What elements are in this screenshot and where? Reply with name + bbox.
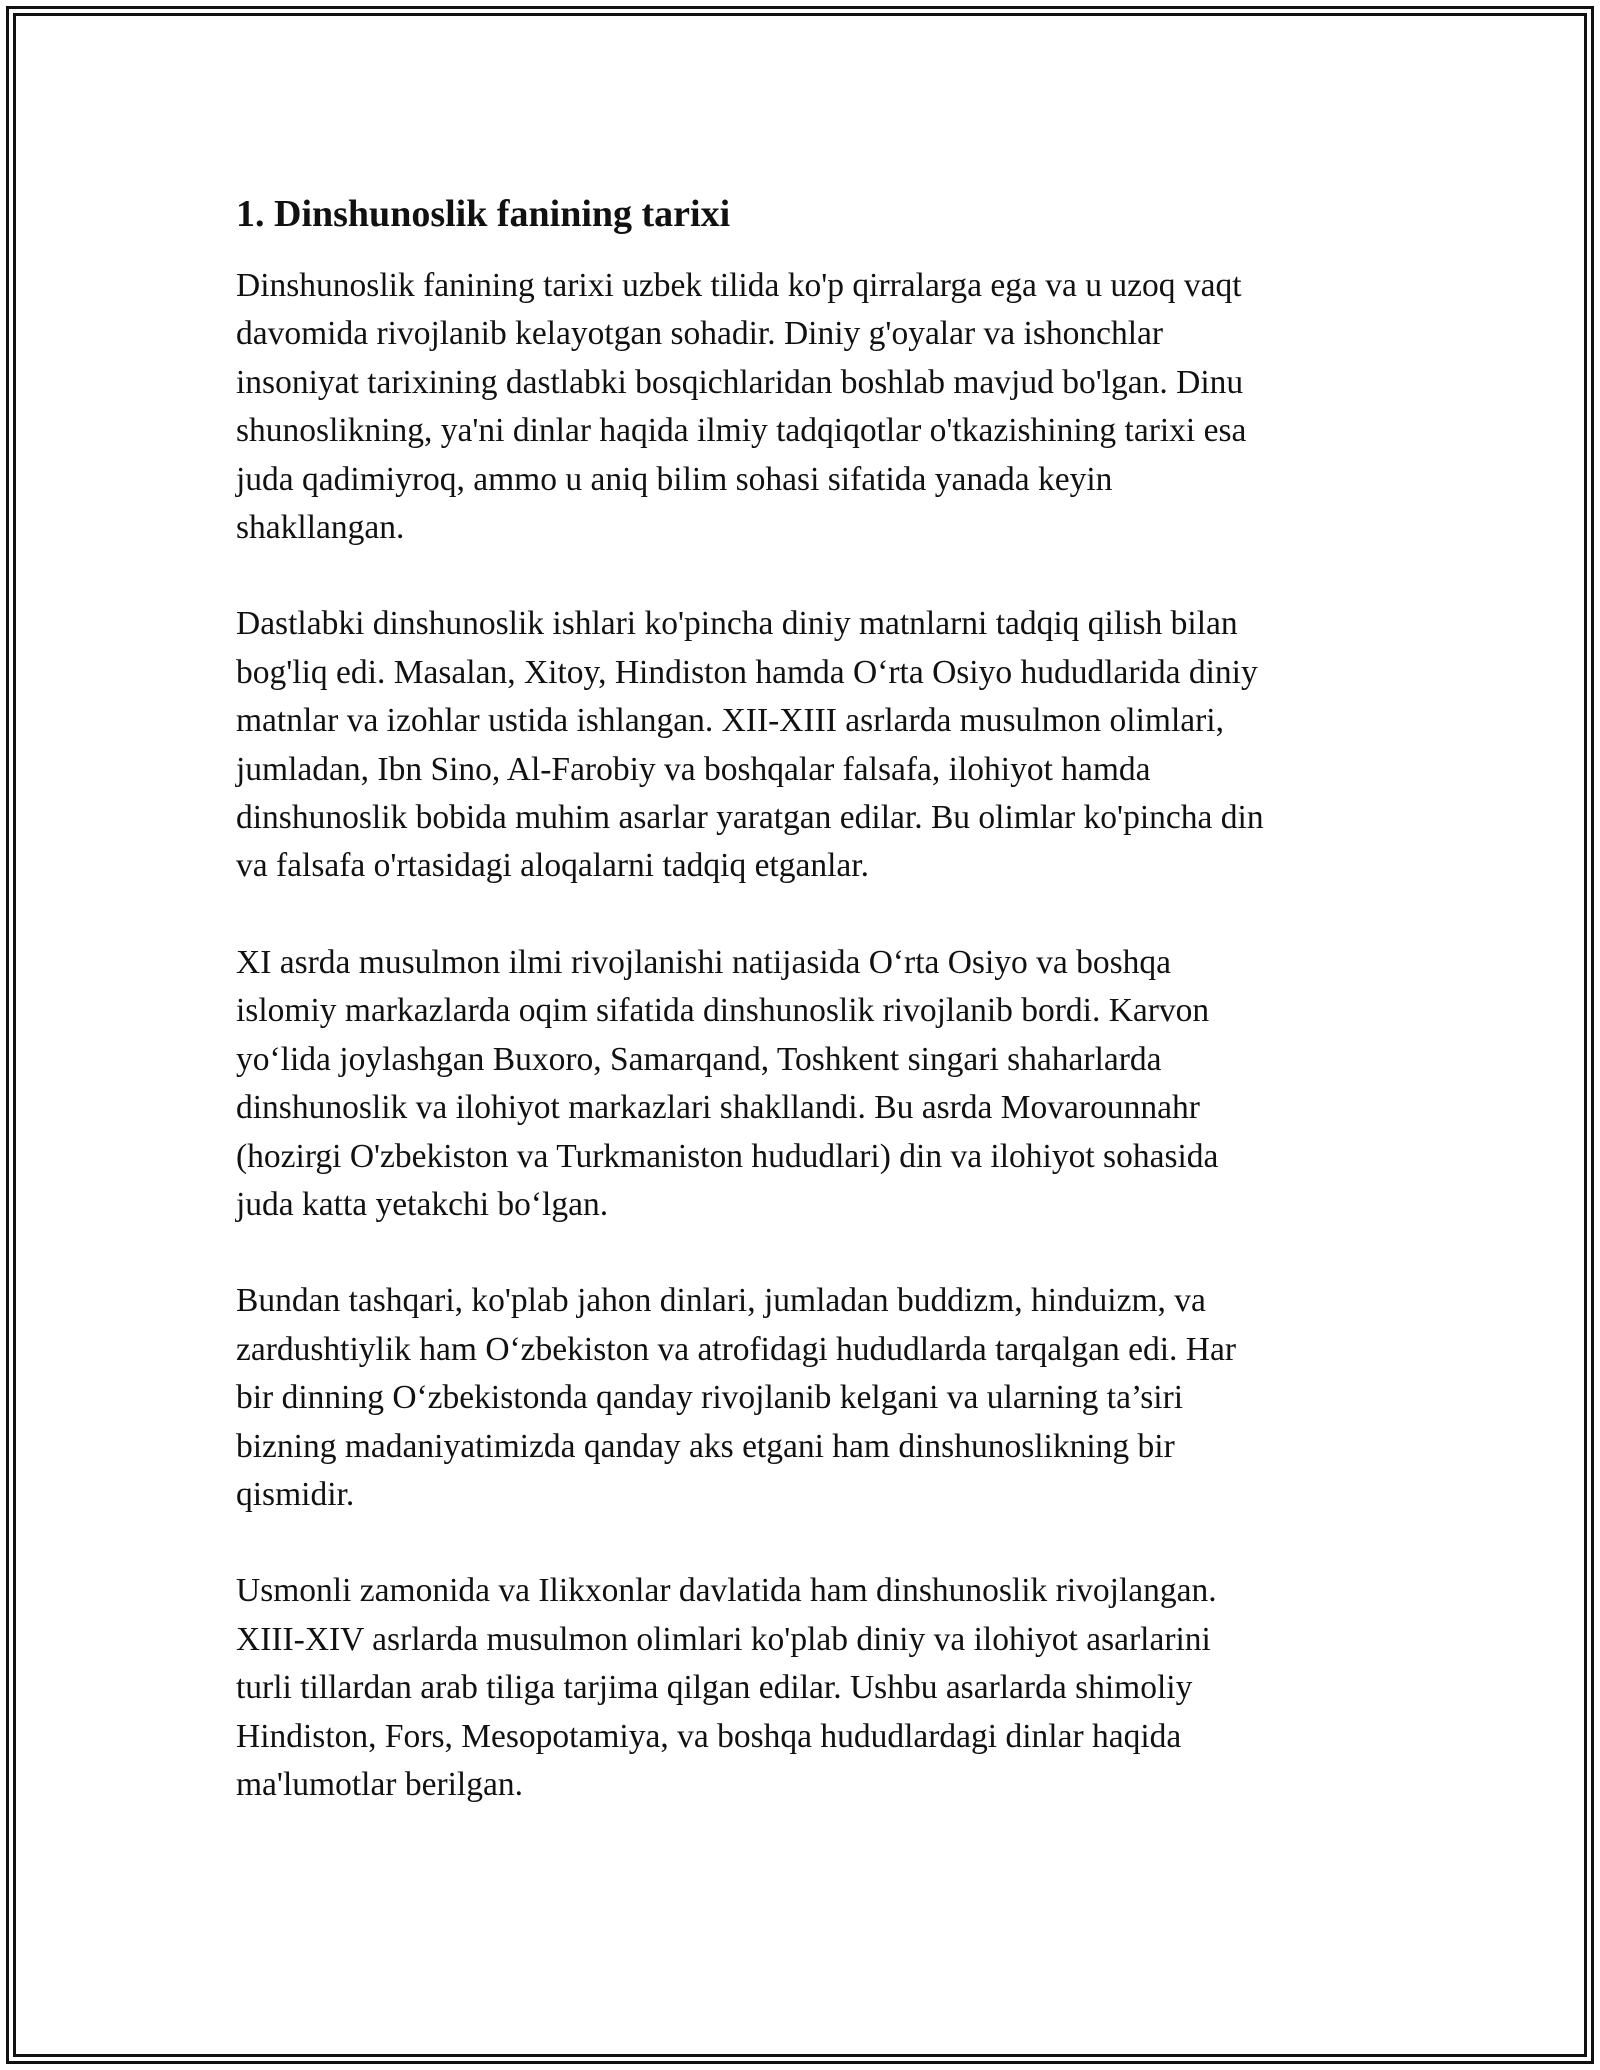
paragraph-ottoman-period: Usmonli zamonida va Ilikxonlar davlatida ham dinshunoslik rivojlangan. XIII-XIV asrlarda musulmon olimlari ko'plab diniy va ilohiyot asarlarini turli tillardan arab tiliga tarjima qilgan edilar. Ushbu asarlarda shimoliy Hindiston, Fors, Mesopotamiya, va boshqa hududlardagi dinlar haqida ma'lumotlar berilgan. [236,1572,1217,1803]
section-title: 1. Dinshunoslik fanining tarixi [236,193,731,235]
paragraph-early-studies: Dastlabki dinshunoslik ishlari ko'pincha diniy matnlarni tadqiq qilish bilan bog'liq edi. Masalan, Xitoy, Hindiston hamda O‘rta Osiyo hududlarida diniy matnlar va izohlar ustida ishlangan. XII-XIII asrlarda musulmon olimlari, jumladan, Ibn Sino, Al-Farobiy va boshqalar falsafa, ilohiyot hamda dinshunoslik bobida muhim asarlar yaratgan edilar. Bu olimlar ko'pincha din va falsafa o'rtasidagi aloqalarni tadqiq etganlar. [236,605,1264,885]
paragraph-eleventh-century: XI asrda musulmon ilmi rivojlanishi natijasida O‘rta Osiyo va boshqa islomiy markazlarda oqim sifatida dinshunoslik rivojlanib bordi. Karvon yo‘lida joylashgan Buxoro, Samarqand, Toshkent singari shaharlarda dinshunoslik va ilohiyot markazlari shakllandi. Bu asrda Movarounnahr (hozirgi O'zbekiston va Turkmaniston hududlari) din va ilohiyot sohasida juda katta yetakchi bo‘lgan. [236,943,1219,1223]
paragraph-world-religions: Bundan tashqari, ko'plab jahon dinlari, jumladan buddizm, hinduizm, va zardushtiylik ham O‘zbekiston va atrofidagi hududlarda tarqalgan edi. Har bir dinning O‘zbekistonda qanday rivojlanib kelgani va ularning ta’siri bizning madaniyatimizda qanday aks etgani ham dinshunoslikning bir qismidir. [236,1282,1237,1513]
paragraph-history-intro: Dinshunoslik fanining tarixi uzbek tilida ko'p qirralarga ega va u uzoq vaqt davomida rivojlanib kelayotgan sohadir. Diniy g'oyalar va ishonchlar insoniyat tarixining dastlabki bosqichlaridan boshlab mavjud bo'lgan. Dinu shunoslikning, ya'ni dinlar haqida ilmiy tadqiqotlar o'tkazishining tarixi esa juda qadimiyroq, ammo u aniq bilim sohasi sifatida yanada keyin shakllangan. [236,267,1247,547]
document-body [236,188,1386,1857]
